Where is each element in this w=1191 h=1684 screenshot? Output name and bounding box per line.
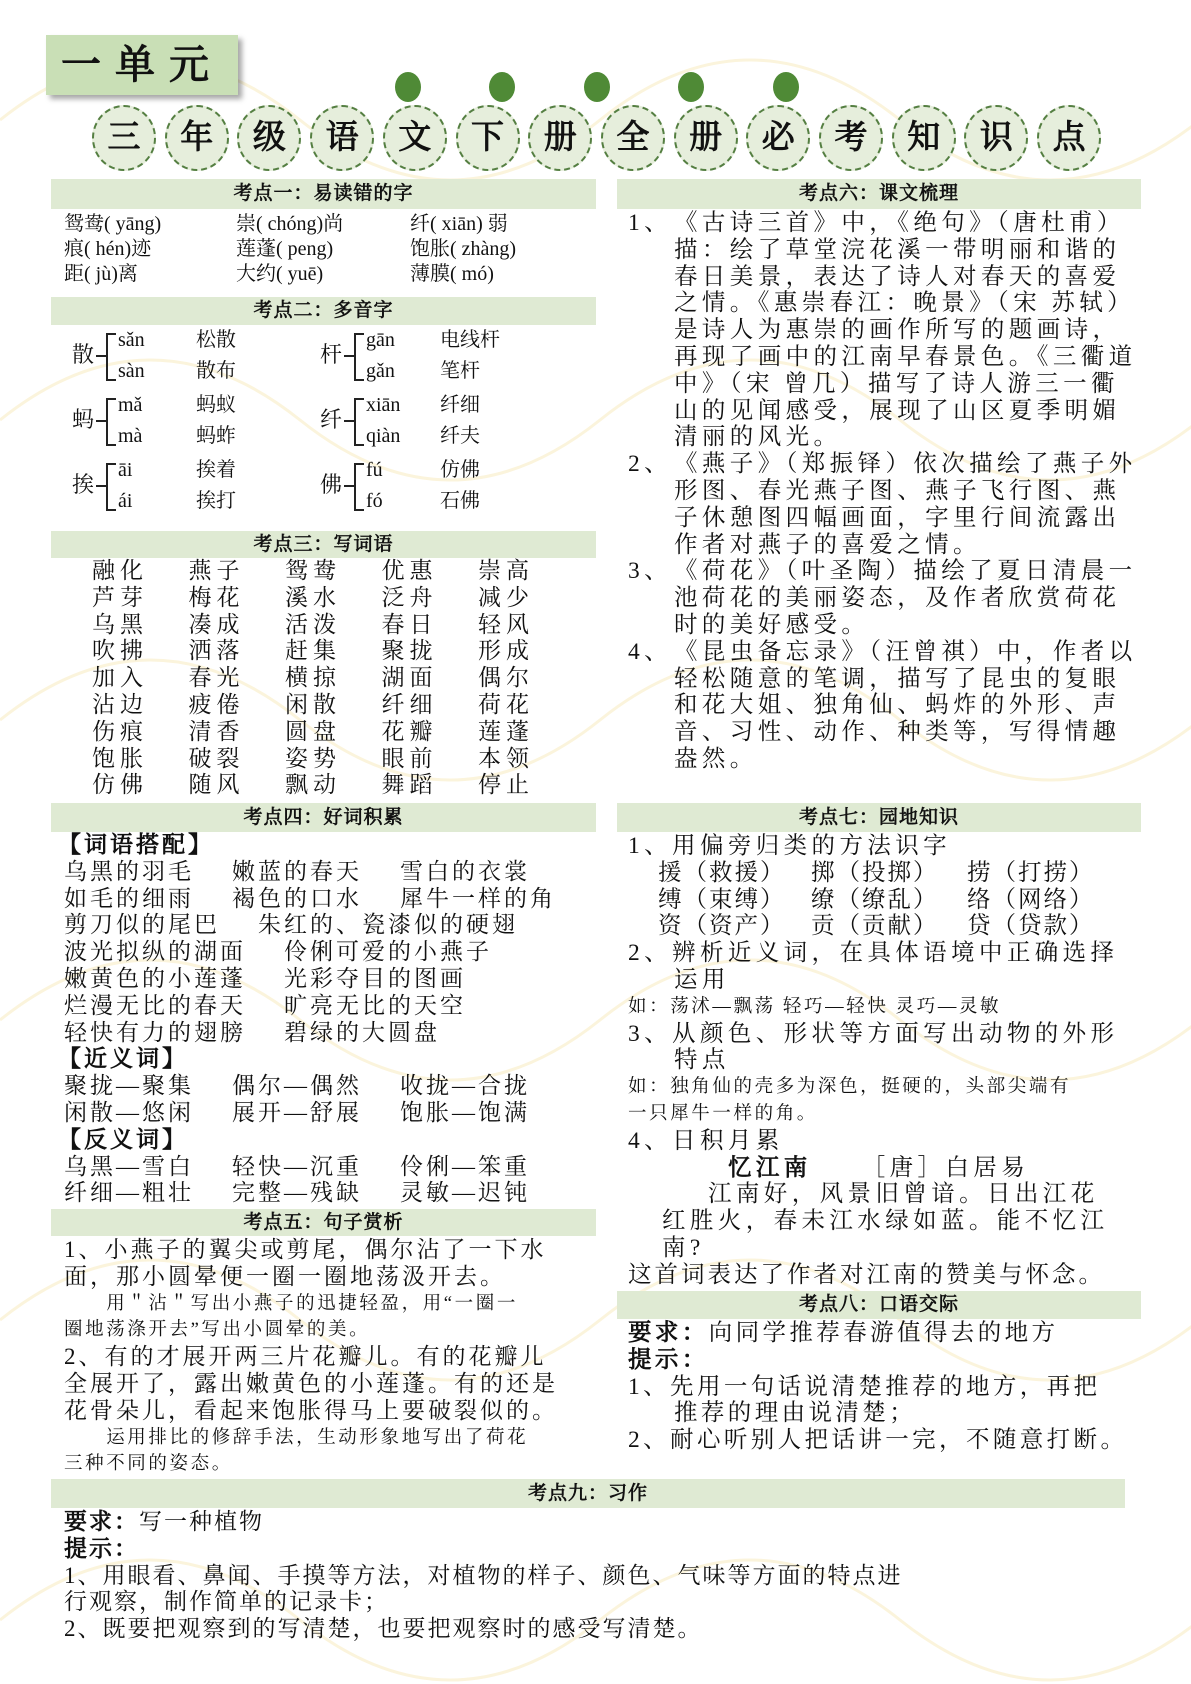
bracket-line xyxy=(344,485,354,487)
misread-item: 莲蓬( peng) xyxy=(236,238,334,260)
pinyin: gān xyxy=(366,329,395,351)
pinyin: sàn xyxy=(118,360,145,382)
collocation-item: 朱红的、瓷漆似的硬翅 xyxy=(258,912,518,938)
tips-label: 提示： xyxy=(64,1535,139,1561)
tip-line: 2、既要把观察到的写清楚，也要把观察时的感受写清楚。 xyxy=(64,1616,703,1642)
requirement-text: 写一种植物 xyxy=(139,1509,264,1534)
antonym-pair: 完整—残缺 xyxy=(232,1180,362,1206)
collocation-item: 旷亮无比的天空 xyxy=(284,992,466,1018)
polyphone-word: 挨打 xyxy=(196,490,236,512)
polyphone-word: 蚂蚁 xyxy=(196,394,236,416)
title-char-circle: 文 xyxy=(383,105,447,171)
point-2-line: 2、辨析近义词，在具体语境中正确选择 xyxy=(628,940,1119,967)
item-line: 中》（宋 曾几）描写了诗人游三一衢 xyxy=(674,370,1119,397)
word-writing-table xyxy=(92,558,575,799)
antonym-label: 【反义词】 xyxy=(58,1126,188,1152)
synonym-pair: 闲散—悠闲 xyxy=(64,1099,194,1125)
word-cell: 飘动 xyxy=(285,772,341,798)
bracket-icon xyxy=(354,463,364,511)
sentence-line: 1、小燕子的翼尖或剪尾，偶尔沾了一下水 xyxy=(64,1237,547,1262)
word-cell: 眼前 xyxy=(381,745,438,771)
polyphone-word: 松散 xyxy=(196,329,236,351)
title-char-circle: 三 xyxy=(92,105,156,171)
word-cell: 仿佛 xyxy=(92,772,148,798)
item-line: 作者对燕子的喜爱之情。 xyxy=(674,531,981,558)
word-cell: 湖面 xyxy=(381,665,438,691)
bracket-line xyxy=(344,355,354,357)
item-line: 形图、春光燕子图、燕子飞行图、燕 xyxy=(674,477,1121,504)
analysis-line: 运用排比的修辞手法，生动形象地写出了荷花 xyxy=(64,1427,529,1448)
item-line: 《燕子》（郑振铎）依次描绘了燕子外 xyxy=(674,451,1137,478)
title-char-circle: 必 xyxy=(746,105,810,171)
word-cell: 燕子 xyxy=(188,558,245,583)
point-2-line: 运用 xyxy=(674,966,730,993)
example-3-line: 一只犀牛一样的角。 xyxy=(628,1103,818,1124)
tip-line: 行观察，制作简单的记录卡； xyxy=(64,1589,389,1615)
misread-item: 距( jù)离 xyxy=(64,263,138,285)
item-line: 春日美景，表达了诗人对春天的喜爱 xyxy=(674,263,1121,290)
section-header-kd8: 考点八：口语交际 xyxy=(617,1291,1141,1319)
word-cell: 清香 xyxy=(188,718,245,744)
collocation-item: 雪白的衣裳 xyxy=(400,858,530,884)
word-row xyxy=(92,772,575,799)
pinyin: qiàn xyxy=(366,425,401,447)
word-cell: 泛舟 xyxy=(381,584,438,610)
item-line: 时的美好感受。 xyxy=(674,611,870,638)
tips-label: 提示： xyxy=(628,1346,709,1373)
good-words-section xyxy=(58,832,594,1207)
tip-line: 推荐的理由说清楚； xyxy=(674,1400,917,1427)
synonym-row xyxy=(64,1073,594,1100)
poem-title: 忆江南 xyxy=(728,1154,812,1181)
text-review-section xyxy=(628,210,1138,773)
polyphone-word: 纤夫 xyxy=(440,425,480,447)
item-line: 音、习性、动作、种类等，写得情趣 xyxy=(674,719,1121,746)
word-cell: 融化 xyxy=(92,558,148,583)
item-number: 3、 xyxy=(628,558,672,585)
collocation-item: 烂漫无比的春天 xyxy=(64,992,246,1018)
word-cell: 沾边 xyxy=(92,691,148,717)
word-row xyxy=(92,746,575,773)
pinyin: fú xyxy=(366,459,383,481)
decorative-dot xyxy=(489,72,515,102)
title-char-circle: 知 xyxy=(892,105,956,171)
title-char-circle: 点 xyxy=(1037,105,1101,171)
word-cell: 乌黑 xyxy=(92,611,148,637)
text-review-item xyxy=(628,451,1138,558)
analysis-line: 用＂沾＂写出小燕子的迅捷轻盈，用“一圈一 xyxy=(64,1293,518,1314)
word-cell: 加入 xyxy=(92,665,148,691)
polyphone-word: 石佛 xyxy=(440,490,480,512)
item-line: 再现了画中的江南早春景色。《三衢道 xyxy=(674,343,1137,370)
requirement-text: 向同学推荐春游值得去的地方 xyxy=(708,1320,1059,1346)
bracket-line xyxy=(344,420,354,422)
poem-author: ［唐］白居易 xyxy=(861,1154,1030,1181)
decorative-dot xyxy=(773,72,799,102)
word-cell: 溪水 xyxy=(285,584,341,610)
tip-line: 1、用眼看、鼻闻、手摸等方法，对植物的样子、颜色、气味等方面的特点进 xyxy=(64,1562,903,1588)
garden-knowledge-section xyxy=(628,833,1138,1289)
unit-badge: 一单元 xyxy=(46,35,238,95)
antonym-pair: 乌黑—雪白 xyxy=(64,1153,194,1179)
title-char-circle: 语 xyxy=(310,105,374,171)
collocation-row xyxy=(64,993,594,1020)
radical-item: 贷（贷款） xyxy=(967,913,1095,940)
synonym-row xyxy=(64,1100,594,1127)
word-cell: 崇高 xyxy=(478,558,534,583)
word-cell: 春日 xyxy=(381,611,438,637)
polyphone-char: 杆 xyxy=(320,342,343,367)
word-cell: 本领 xyxy=(478,745,534,771)
item-line: 描：绘了草堂浣花溪一带明丽和谐的 xyxy=(674,236,1121,263)
antonym-pair: 轻快—沉重 xyxy=(232,1153,362,1179)
collocation-item: 光彩夺目的图画 xyxy=(284,965,466,991)
bracket-icon xyxy=(106,333,116,381)
collocation-item: 嫩蓝的春天 xyxy=(232,858,362,884)
synonym-pair: 聚拢—聚集 xyxy=(64,1073,194,1099)
word-cell: 饱胀 xyxy=(92,745,148,771)
radical-item: 援（救援） xyxy=(658,859,786,886)
analysis-line: 三种不同的姿态。 xyxy=(64,1454,233,1475)
title-char-circle: 考 xyxy=(819,105,883,171)
title-char-circle: 级 xyxy=(237,105,301,171)
word-cell: 荷花 xyxy=(478,691,534,717)
word-cell: 偶尔 xyxy=(478,665,534,691)
item-number: 4、 xyxy=(628,638,672,665)
pinyin: mà xyxy=(118,425,143,447)
polyphone-word: 笔杆 xyxy=(440,360,480,382)
title-char-circle: 年 xyxy=(165,105,229,171)
word-cell: 纤细 xyxy=(381,691,438,717)
sentence-line: 面，那小圆晕便一圈一圈地荡汲开去。 xyxy=(64,1263,506,1289)
misread-item: 大约( yuē) xyxy=(236,263,324,285)
word-cell: 春光 xyxy=(188,665,245,691)
pinyin: gǎn xyxy=(366,360,395,382)
item-line: 和花大姐、独角仙、蚂炸的外形、声 xyxy=(674,692,1121,719)
radical-item: 络（网络） xyxy=(967,886,1095,913)
word-cell: 破裂 xyxy=(188,745,245,771)
antonym-row xyxy=(64,1154,594,1181)
poem-line: 红胜火，春未江水绿如蓝。能不忆江 xyxy=(662,1208,1109,1235)
pinyin: mǎ xyxy=(118,394,143,416)
misread-item: 痕( hén)迹 xyxy=(64,238,152,260)
pinyin: āi xyxy=(118,459,133,481)
word-row xyxy=(92,585,575,612)
word-cell: 形成 xyxy=(478,638,534,664)
poem-note: 这首词表达了作者对江南的赞美与怀念。 xyxy=(628,1261,1105,1288)
composition-section xyxy=(64,1509,1124,1643)
collocation-item: 犀牛一样的角 xyxy=(400,885,556,911)
polyphone-char: 散 xyxy=(72,342,95,367)
title-char-circle: 册 xyxy=(674,105,738,171)
tip-line: 1、先用一句话说清楚推荐的地方，再把 xyxy=(628,1373,1101,1400)
collocation-label: 【词语搭配】 xyxy=(58,832,214,857)
word-row xyxy=(92,612,575,639)
word-cell: 舞蹈 xyxy=(381,772,438,798)
polyphone-char: 挨 xyxy=(72,472,95,497)
item-line: 子休憩图四幅画面，字里行间流露出 xyxy=(674,504,1121,531)
misread-item: 鸳鸯( yāng) xyxy=(64,213,162,235)
sentence-line: 全展开了，露出嫩黄色的小莲蓬。有的还是 xyxy=(64,1370,558,1396)
collocation-row xyxy=(64,966,594,993)
word-cell: 伤痕 xyxy=(92,718,148,744)
bracket-icon xyxy=(106,463,116,511)
bracket-line xyxy=(96,420,106,422)
section-header-kd1: 考点一：易读错的字 xyxy=(51,179,596,209)
tip-line: 2、耐心听别人把话讲一完，不随意打断。 xyxy=(628,1427,1128,1454)
radical-item: 缭（缭乱） xyxy=(811,886,939,913)
item-line: 之情。《惠崇春江：晚景》（宋 苏轼） xyxy=(674,290,1136,317)
example-2: 如：荡沭—飘荡 轻巧—轻快 灵巧—灵敏 xyxy=(628,996,1002,1017)
example-3-line: 如：独角仙的壳多为深色，挺硬的，头部尖端有 xyxy=(628,1077,1072,1098)
pinyin: ái xyxy=(118,490,133,512)
radical-row xyxy=(658,860,1138,887)
word-cell: 随风 xyxy=(188,772,245,798)
item-line: 《荷花》（叶圣陶）描绘了夏日清晨一 xyxy=(674,558,1137,585)
collocation-item: 碧绿的大圆盘 xyxy=(284,1019,440,1045)
item-number: 1、 xyxy=(628,210,672,236)
bracket-line xyxy=(96,355,106,357)
radical-item: 资（资产） xyxy=(658,913,786,940)
word-cell: 圆盘 xyxy=(285,718,341,744)
word-cell: 鸳鸯 xyxy=(285,558,341,583)
title-char-circle: 全 xyxy=(601,105,665,171)
word-cell: 活泼 xyxy=(285,611,341,637)
sentence-line: 花骨朵儿，看起来饱胀得马上要破裂似的。 xyxy=(64,1397,558,1423)
word-cell: 花瓣 xyxy=(381,718,438,744)
word-cell: 赶集 xyxy=(285,638,341,664)
decorative-dot xyxy=(584,72,610,102)
word-cell: 聚拢 xyxy=(381,638,438,664)
word-cell: 芦芽 xyxy=(92,584,148,610)
item-line: 《昆虫备忘录》（汪曾祺）中，作者以 xyxy=(674,638,1137,665)
collocation-item: 褐色的口水 xyxy=(232,885,362,911)
misread-item: 纤( xiān) 弱 xyxy=(410,213,508,235)
polyphone-word: 仿佛 xyxy=(440,459,480,481)
collocation-item: 乌黑的羽毛 xyxy=(64,858,194,884)
title-char-circle: 册 xyxy=(528,105,592,171)
polyphone-char: 纤 xyxy=(320,407,343,432)
section-header-kd7: 考点七：园地知识 xyxy=(617,803,1141,832)
point-4: 4、日积月累 xyxy=(628,1127,784,1154)
radical-item: 贡（贡献） xyxy=(811,913,939,940)
antonym-row xyxy=(64,1180,594,1207)
word-cell: 停止 xyxy=(478,772,534,798)
word-cell: 减少 xyxy=(478,584,534,610)
point-3-line: 特点 xyxy=(674,1047,730,1074)
point-3-line: 3、从颜色、形状等方面写出动物的外形 xyxy=(628,1020,1119,1047)
word-cell: 吹拂 xyxy=(92,638,148,664)
synonym-pair: 饱胀—饱满 xyxy=(400,1099,530,1125)
decorative-dot xyxy=(678,72,704,102)
collocation-item: 伶俐可爱的小燕子 xyxy=(284,939,492,965)
section-header-kd4: 考点四：好词积累 xyxy=(51,803,596,832)
item-line: 是诗人为惠崇的画作所写的题画诗， xyxy=(674,317,1121,344)
text-review-item xyxy=(628,210,1138,451)
radical-item: 缚（束缚） xyxy=(658,886,786,913)
bracket-icon xyxy=(354,398,364,446)
requirement-label: 要求： xyxy=(64,1509,139,1534)
section-header-kd9: 考点九：习作 xyxy=(51,1479,1125,1508)
antonym-pair: 灵敏—迟钝 xyxy=(400,1180,530,1206)
sentence-analysis-section xyxy=(64,1237,594,1478)
bracket-line xyxy=(96,485,106,487)
polyphone-word: 挨着 xyxy=(196,459,236,481)
collocation-row xyxy=(64,886,594,913)
collocation-row xyxy=(64,912,594,939)
word-cell: 姿势 xyxy=(285,745,341,771)
word-cell: 疲倦 xyxy=(188,691,245,717)
decorative-dot xyxy=(395,72,421,102)
item-line: 清丽的风光。 xyxy=(674,424,842,451)
text-review-item xyxy=(628,558,1138,638)
synonym-pair: 展开—舒展 xyxy=(232,1099,362,1125)
item-line: 山的见闻感受，展现了山区夏季明媚 xyxy=(674,397,1121,424)
collocation-item: 如毛的细雨 xyxy=(64,885,194,911)
polyphone-char: 佛 xyxy=(320,472,343,497)
section-header-kd6: 考点六：课文梳理 xyxy=(617,179,1141,209)
polyphone-char: 蚂 xyxy=(72,407,95,432)
item-number: 2、 xyxy=(628,451,672,478)
pinyin: xiān xyxy=(366,394,401,416)
word-cell: 闲散 xyxy=(285,691,341,717)
synonym-pair: 偶尔—偶然 xyxy=(232,1073,362,1099)
word-cell: 凑成 xyxy=(188,611,245,637)
collocation-item: 剪刀似的尾巴 xyxy=(64,912,220,938)
item-line: 《古诗三首》中，《绝句》（唐杜甫） xyxy=(674,210,1125,236)
oral-communication-section xyxy=(628,1320,1138,1454)
pinyin: fó xyxy=(366,490,383,512)
requirement-label: 要求： xyxy=(628,1320,709,1346)
polyphone-word: 电线杆 xyxy=(440,329,500,351)
section-header-kd5: 考点五：句子赏析 xyxy=(51,1209,596,1236)
word-cell: 梅花 xyxy=(188,584,245,610)
word-cell: 洒落 xyxy=(188,638,245,664)
polyphone-word: 蚂蚱 xyxy=(196,425,236,447)
word-row xyxy=(92,692,575,719)
polyphone-word: 纤细 xyxy=(440,394,480,416)
misread-item: 崇( chóng)尚 xyxy=(236,213,344,235)
sentence-line: 2、有的才展开两三片花瓣儿。有的花瓣儿 xyxy=(64,1344,547,1370)
collocation-item: 波光拟纵的湖面 xyxy=(64,939,246,965)
title-char-circle: 下 xyxy=(456,105,520,171)
collocation-item: 嫩黄色的小莲蓬 xyxy=(64,965,246,991)
radical-row xyxy=(658,913,1138,940)
antonym-pair: 伶俐—笨重 xyxy=(400,1153,530,1179)
word-row xyxy=(92,638,575,665)
misread-item: 薄膜( mó) xyxy=(410,263,494,285)
word-cell: 优惠 xyxy=(381,558,438,583)
word-cell: 轻风 xyxy=(478,611,534,637)
collocation-row xyxy=(64,939,594,966)
poem-line: 江南好，风景旧曾谙。日出江花 xyxy=(708,1181,1099,1208)
section-header-kd3: 考点三：写词语 xyxy=(51,531,596,558)
point-1: 1、用偏旁归类的方法识字 xyxy=(628,833,952,859)
synonym-label: 【近义词】 xyxy=(58,1046,188,1072)
text-review-item xyxy=(628,639,1138,773)
word-cell: 莲蓬 xyxy=(478,718,534,744)
word-row xyxy=(92,665,575,692)
analysis-line: 圈地荡涤开去”写出小圆晕的美。 xyxy=(64,1320,371,1341)
collocation-row xyxy=(64,859,594,886)
collocation-row xyxy=(64,1020,594,1047)
item-line: 轻松随意的笔调，描写了昆虫的复眼 xyxy=(674,665,1121,692)
antonym-pair: 纤细—粗壮 xyxy=(64,1180,194,1206)
pinyin: sǎn xyxy=(118,329,145,351)
polyphone-word: 散布 xyxy=(196,360,236,382)
title-char-circle: 识 xyxy=(964,105,1028,171)
misread-item: 饱胀( zhàng) xyxy=(410,238,517,260)
radical-item: 捞（打捞） xyxy=(967,859,1095,886)
item-line: 池荷花的美丽姿态，及作者欣赏荷花 xyxy=(674,585,1121,612)
radical-row xyxy=(658,887,1138,914)
item-line: 盎然。 xyxy=(674,745,758,772)
collocation-item: 轻快有力的翅膀 xyxy=(64,1019,246,1045)
section-header-kd2: 考点二：多音字 xyxy=(51,297,596,325)
word-row xyxy=(92,719,575,746)
poem-line: 南? xyxy=(662,1234,705,1261)
bracket-icon xyxy=(106,398,116,446)
word-row xyxy=(92,558,575,585)
synonym-pair: 收拢—合拢 xyxy=(400,1073,530,1099)
word-cell: 横掠 xyxy=(285,665,341,691)
bracket-icon xyxy=(354,333,364,381)
radical-item: 掷（投掷） xyxy=(811,859,939,886)
